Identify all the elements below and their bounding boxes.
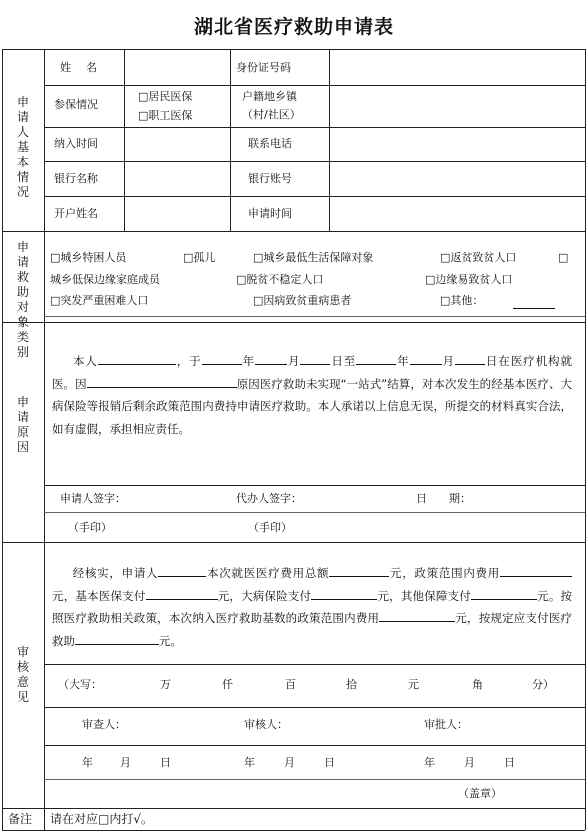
unit-jiao: 角 <box>472 678 483 691</box>
employee-insurance-checkbox[interactable]: □职工医保 <box>138 109 193 122</box>
join-time-label: 纳入时间 <box>54 137 98 150</box>
blank[interactable] <box>202 350 242 365</box>
unit-shi: 拾 <box>346 678 357 691</box>
bank-name-field[interactable] <box>130 171 224 189</box>
category-checkbox[interactable]: □ <box>558 251 569 264</box>
grid-line <box>44 161 585 162</box>
grid-line <box>44 485 585 486</box>
id-number-label: 身份证号码 <box>236 61 291 74</box>
bank-account-field[interactable] <box>335 171 580 189</box>
checker-date-year: 年 <box>82 756 93 769</box>
review-paragraph: 经核实，申请人 本次就医医疗费用总额 元，政策范围内费用元，基本医保支付 元，大病保险支付 元，其他保障支付 元。按照医疗救助相关政策，本次纳入医疗救助基数的政策范围内费用 元，按规定应支付医疗救助 元。 <box>52 562 572 652</box>
grid-line <box>44 512 585 513</box>
section-divider-3 <box>2 542 585 543</box>
section-divider-2 <box>2 322 585 323</box>
aid-amount-blank[interactable] <box>75 630 159 645</box>
grid-line <box>44 316 585 317</box>
id-number-field[interactable] <box>335 60 580 78</box>
reviewer-date-day: 日 <box>324 756 335 769</box>
serious-illness-blank[interactable] <box>311 585 377 600</box>
reason-blank[interactable] <box>87 373 237 388</box>
grid-line <box>329 49 330 231</box>
name-field[interactable] <box>130 60 224 78</box>
approver-date-day: 日 <box>504 756 515 769</box>
unit-bai: 百 <box>285 678 296 691</box>
grid-line <box>44 707 585 708</box>
category-option[interactable]: □因病致贫重病患者 <box>253 294 352 307</box>
blank[interactable] <box>410 350 442 365</box>
grid-line <box>44 745 585 746</box>
date-label: 日 期： <box>416 492 471 505</box>
resident-insurance-checkbox[interactable]: □居民医保 <box>138 90 193 103</box>
agent-signature-label: 代办人签字： <box>236 492 302 505</box>
category-option: 城乡低保边缘家庭成员 <box>50 273 160 286</box>
policy-cost-blank[interactable] <box>500 562 572 577</box>
total-cost-blank[interactable] <box>329 562 389 577</box>
border-bottom <box>2 830 585 831</box>
grid-line <box>124 49 125 231</box>
blank[interactable] <box>300 350 330 365</box>
approver-date-month: 月 <box>464 756 475 769</box>
basic-info-section-label: 申请人基本情况 <box>16 95 29 199</box>
grid-line <box>44 85 585 86</box>
section-divider-4 <box>2 808 585 809</box>
reason-paragraph: 本人 ，于 年 月 日至 年 月 日在医疗机构就医。因 原因医疗救助未实现“一站式”结算，对本次发生的经基本医疗、大病保险等报销后剩余政策范围内费持申请医疗救助。本人承诺以上信息无误，所提交的材料真实合法，如有虚假，承担相应责任。 <box>52 350 572 440</box>
border-top <box>2 49 585 50</box>
basic-insurance-blank[interactable] <box>146 585 218 600</box>
residence-label: 户籍地乡镇 <box>242 90 297 103</box>
account-holder-label: 开户姓名 <box>54 207 98 220</box>
residence-field[interactable] <box>335 94 580 112</box>
apply-time-label: 申请时间 <box>248 207 292 220</box>
reviewer-date-month: 月 <box>284 756 295 769</box>
grid-line <box>44 196 585 197</box>
category-option[interactable]: □城乡最低生活保障对象 <box>253 251 374 264</box>
applicant-signature-label: 申请人签字： <box>60 492 126 505</box>
blank[interactable] <box>455 350 485 365</box>
blank[interactable] <box>255 350 287 365</box>
label-column-divider <box>44 49 45 830</box>
border-left <box>2 49 3 830</box>
category-option[interactable]: □城乡特困人员 <box>50 251 127 264</box>
join-time-field[interactable] <box>130 136 224 154</box>
border-right <box>585 49 586 830</box>
note-text: 请在对应□内打√。 <box>50 812 153 826</box>
base-amount-blank[interactable] <box>379 607 455 622</box>
approver-date-year: 年 <box>424 756 435 769</box>
approver-label: 审批人： <box>424 718 468 731</box>
form-title: 湖北省医疗救助申请表 <box>193 16 394 38</box>
unit-qian: 仟 <box>222 678 233 691</box>
phone-field[interactable] <box>335 136 580 154</box>
category-option[interactable]: □突发严重困难人口 <box>50 294 149 307</box>
reviewer-date-year: 年 <box>244 756 255 769</box>
note-label: 备注 <box>8 812 33 826</box>
other-guarantee-blank[interactable] <box>471 585 537 600</box>
unit-wan: 万 <box>160 678 171 691</box>
checker-date-month: 月 <box>120 756 131 769</box>
applicant-fingerprint: （手印） <box>68 521 112 534</box>
checker-label: 审查人： <box>82 718 126 731</box>
section-divider-1 <box>2 231 585 232</box>
grid-line <box>44 779 585 780</box>
category-section-label: 申请救助对象类别 <box>16 240 29 359</box>
capital-amount-label: （大写： <box>58 678 102 691</box>
reason-section-label: 申请原因 <box>16 395 29 454</box>
category-option-other[interactable]: □其他： <box>440 294 484 307</box>
grid-line <box>44 127 585 128</box>
seal-label: （盖章） <box>458 787 502 800</box>
category-option[interactable]: □返贫致贫人口 <box>440 251 517 264</box>
blank[interactable] <box>158 562 206 577</box>
insurance-label: 参保情况 <box>54 98 98 111</box>
other-fill-blank[interactable] <box>513 294 555 309</box>
agent-fingerprint: （手印） <box>248 521 292 534</box>
phone-label: 联系电话 <box>248 137 292 150</box>
bank-name-label: 银行名称 <box>54 172 98 185</box>
category-option[interactable]: □孤儿 <box>183 251 216 264</box>
name-label: 姓 名 <box>60 61 99 74</box>
review-section-label: 审核意见 <box>16 645 29 704</box>
checker-date-day: 日 <box>160 756 171 769</box>
unit-fen: 分） <box>532 678 554 691</box>
unit-yuan: 元 <box>408 678 419 691</box>
blank[interactable] <box>356 350 396 365</box>
grid-line <box>44 664 585 665</box>
applicant-name-blank[interactable] <box>98 350 176 365</box>
account-holder-field[interactable] <box>130 206 224 224</box>
reviewer-label: 审核人： <box>244 718 288 731</box>
apply-time-field[interactable] <box>335 206 580 224</box>
category-option[interactable]: □脱贫不稳定人口 <box>236 273 324 286</box>
category-option[interactable]: □边缘易致贫人口 <box>425 273 513 286</box>
grid-line <box>230 49 231 231</box>
residence-sublabel: （村/社区） <box>242 108 301 121</box>
bank-account-label: 银行账号 <box>248 172 292 185</box>
